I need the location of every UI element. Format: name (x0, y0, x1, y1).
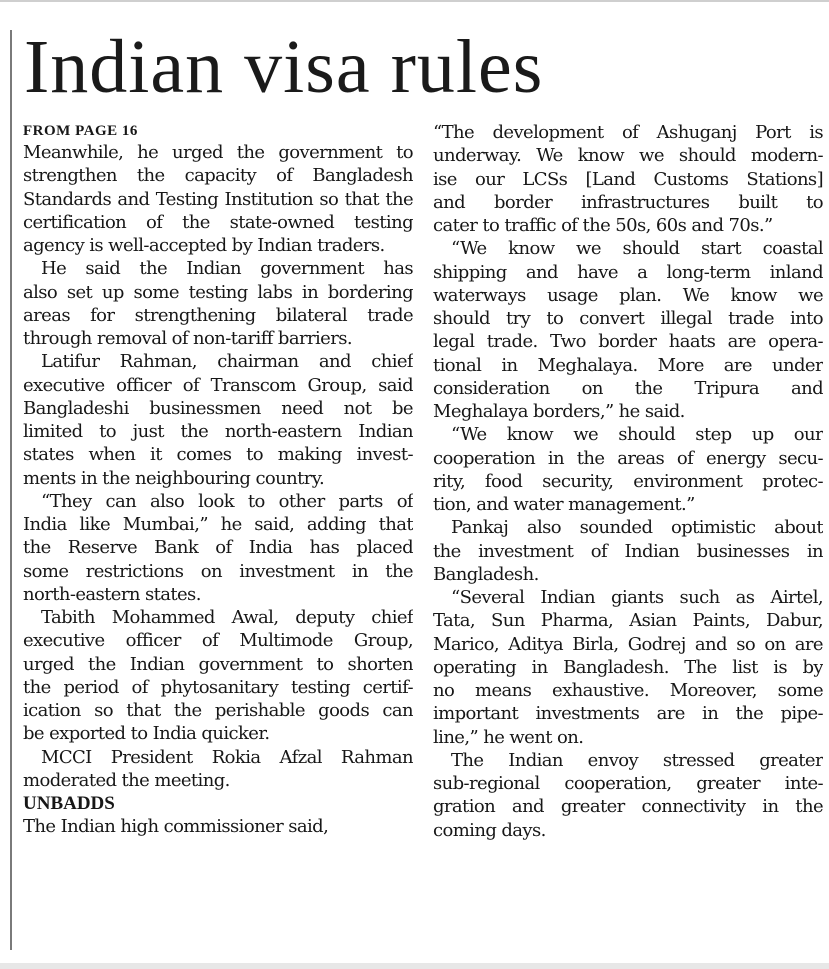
right-column (433, 121, 823, 842)
text-line: and border infrastructures built to (433, 191, 823, 213)
text-line: “We know we should start coastal (451, 238, 823, 260)
text-line: important investments are in the pipe- (433, 703, 823, 725)
text-line: north-eastern states. (23, 583, 201, 605)
text-line: Latifur Rahman, chairman and chief (41, 351, 413, 373)
text-line: states when it comes to making invest- (23, 444, 413, 466)
text-line: operating in Bangladesh. The list is by (433, 656, 823, 678)
text-line: limited to just the north-eastern Indian (23, 421, 413, 442)
text-line: the Reserve Bank of India has placed (23, 537, 413, 559)
text-line: also set up some testing labs in bordering (23, 281, 413, 303)
text-line: no means exhaustive. Moreover, some (433, 680, 823, 701)
text-line: should try to convert illegal trade into (433, 308, 823, 329)
text-line: the period of phytosanitary testing certif- (23, 676, 413, 698)
subhead: UNBADDS (23, 793, 115, 814)
text-line: areas for strengthening bilateral trade (23, 304, 413, 326)
text-line: “Several Indian giants such as Airtel, (451, 587, 823, 608)
text-line: The Indian high commissioner said, (23, 816, 329, 838)
text-line: Tabith Mohammed Awal, deputy chief (41, 607, 413, 628)
text-line: He said the Indian government has (41, 258, 413, 280)
text-line: Bangladeshi businessmen need not be (23, 397, 413, 419)
bottom-border (0, 963, 829, 969)
text-line: “The development of Ashuganj Port is (433, 122, 823, 143)
text-line: agency is well-accepted by Indian traders. (23, 235, 385, 256)
text-line: sub-regional cooperation, greater inte- (433, 773, 823, 794)
text-line: tional in Meghalaya. More are under (433, 354, 823, 376)
top-border (0, 0, 829, 2)
text-line: coming days. (433, 819, 546, 841)
text-line: be exported to India quicker. (23, 723, 270, 745)
text-line: Tata, Sun Pharma, Asian Paints, Dabur, (433, 610, 823, 632)
text-line: some restrictions on investment in the (23, 560, 413, 582)
text-line: strengthen the capacity of Bangladesh (23, 165, 413, 187)
text-line: “We know we should step up our (451, 424, 823, 446)
text-line: urged the Indian government to shorten (23, 653, 413, 675)
column-rule (10, 30, 12, 950)
text-line: Pankaj also sounded optimistic about (451, 517, 823, 539)
text-line: India like Mumbai,” he said, adding that (23, 514, 413, 535)
text-line: underway. We know we should modern- (433, 145, 823, 167)
text-line: consideration on the Tripura and (433, 377, 823, 399)
left-column (23, 121, 413, 839)
text-line: through removal of non-tariff barriers. (23, 328, 352, 349)
text-line: executive officer of Multimode Group, (23, 630, 413, 652)
text-line: cooperation in the areas of energy secu- (433, 447, 823, 469)
text-line: executive officer of Transcom Group, said (23, 374, 413, 396)
text-line: waterways usage plan. We know we (433, 284, 823, 306)
text-line: tion, and water management.” (433, 494, 695, 515)
text-line: legal trade. Two border haats are opera- (433, 331, 823, 353)
text-line: certification of the state-owned testing (23, 211, 413, 233)
text-line: The Indian envoy stressed greater (451, 749, 823, 771)
headline: Indian visa rules (24, 25, 544, 109)
text-line: shipping and have a long-term inland (433, 261, 823, 283)
text-line: Marico, Aditya Birla, Godrej and so on are (433, 633, 823, 655)
text-line: ication so that the perishable goods can (23, 700, 413, 721)
text-line: rity, food security, environment protec- (433, 470, 823, 492)
text-line: ments in the neighbouring country. (23, 467, 325, 489)
text-line: Bangladesh. (433, 563, 539, 585)
text-line: the investment of Indian businesses in (433, 540, 823, 562)
kicker: FROM PAGE 16 (23, 123, 138, 139)
text-line: Standards and Testing Institution so that the (23, 188, 413, 210)
text-line: moderated the meeting. (23, 769, 230, 791)
text-line: Meghalaya borders,” he said. (433, 401, 685, 422)
text-line: line,” he went on. (433, 726, 584, 748)
text-line: gration and greater connectivity in the (433, 796, 823, 818)
text-line: cater to traffic of the 50s, 60s and 70s.” (433, 215, 773, 236)
text-line: “They can also look to other parts of (41, 490, 413, 512)
text-line: Meanwhile, he urged the government to (23, 142, 413, 163)
text-line: MCCI President Rokia Afzal Rahman (41, 746, 413, 768)
text-line: ise our LCSs [Land Customs Stations] (433, 168, 823, 190)
